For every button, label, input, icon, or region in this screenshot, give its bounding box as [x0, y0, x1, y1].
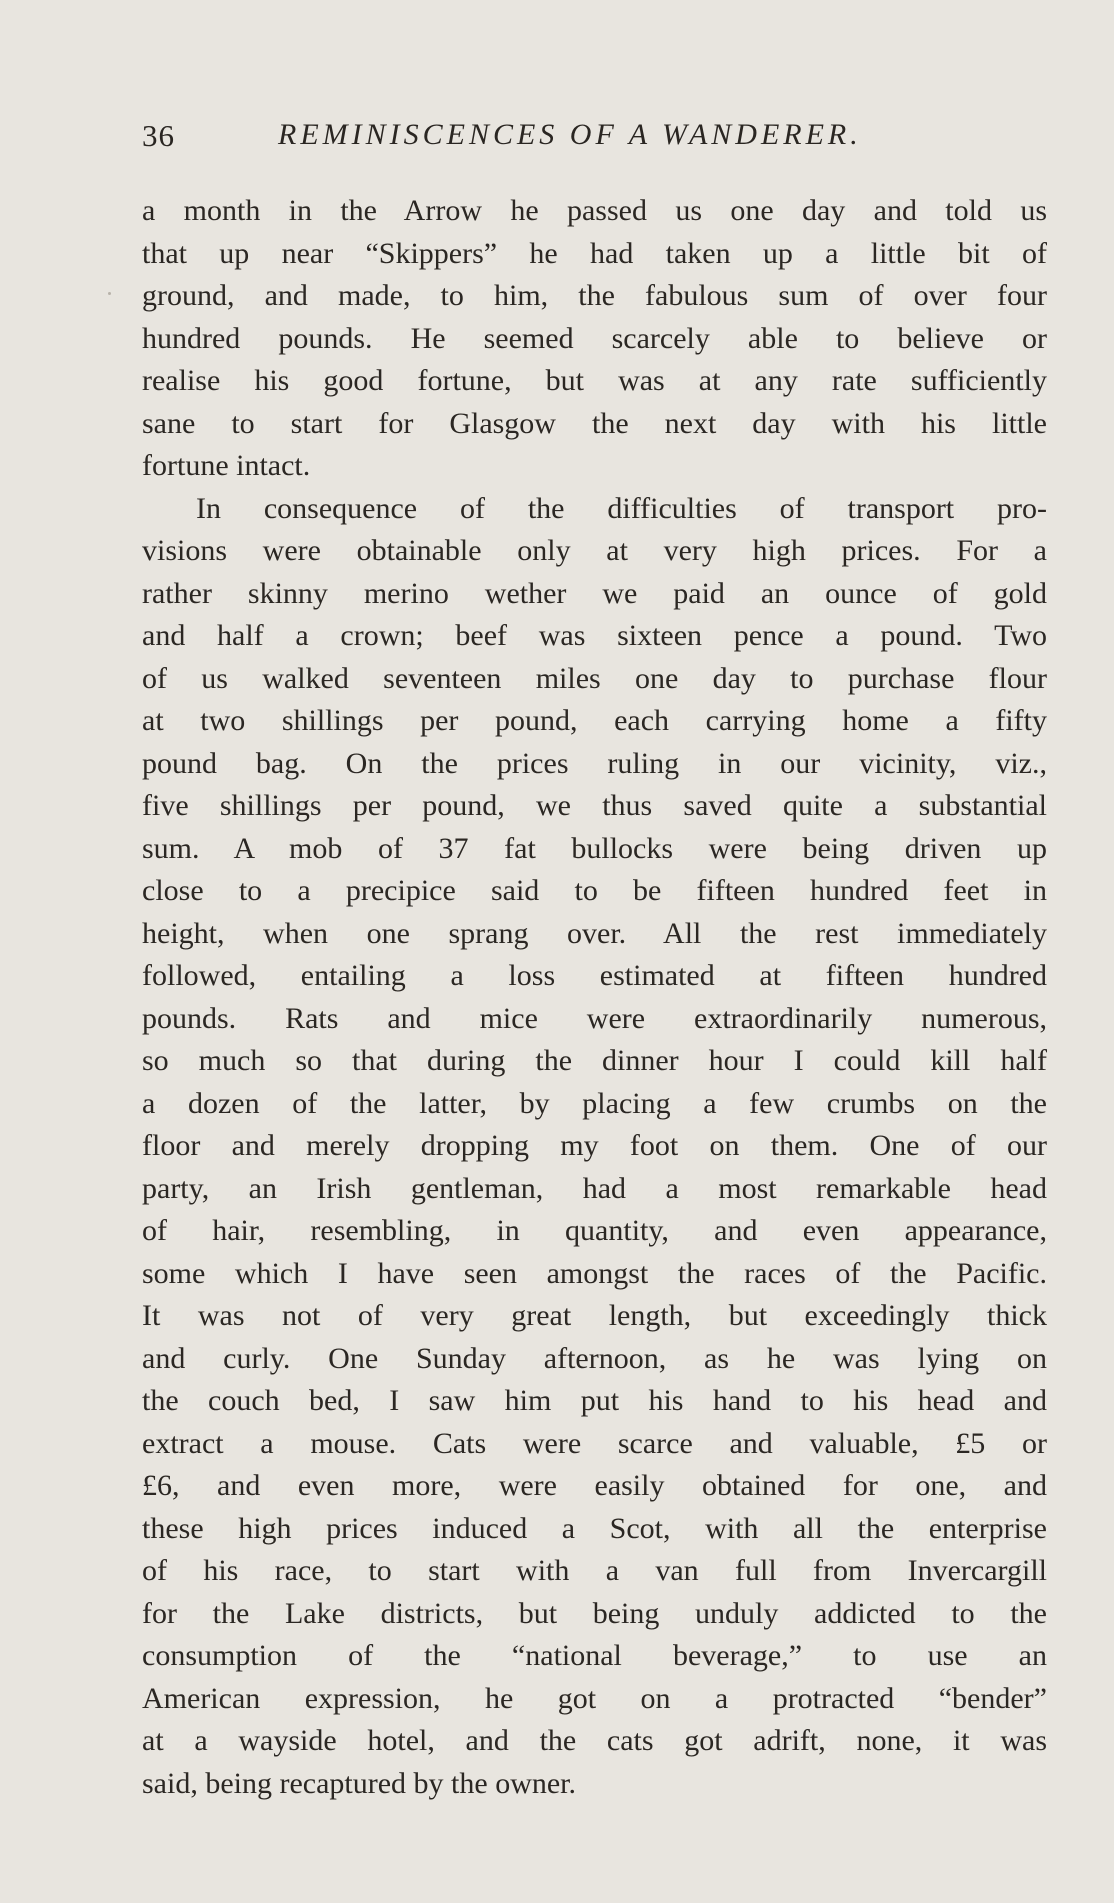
text-line: sane to start for Glasgow the next day with his little — [142, 406, 1047, 440]
text-line: five shillings per pound, we thus saved quite a substantial — [142, 789, 1047, 822]
text-line: fortune intact. — [142, 449, 311, 482]
text-line: pound bag. On the prices ruling in our vicinity, viz., — [142, 746, 1047, 780]
text-line: realise his good fortune, but was at any rate sufficiently — [142, 364, 1047, 397]
text-line: pounds. Rats and mice were extraordinarily numerous, — [142, 1001, 1047, 1035]
text-line: sum. A mob of 37 fat bullocks were being driven up — [142, 831, 1047, 865]
text-line: so much so that during the dinner hour I could kill half — [142, 1044, 1047, 1077]
text-line: ground, and made, to him, the fabulous sum of over four — [142, 279, 1047, 312]
text-line: the couch bed, I saw him put his hand to his head and — [142, 1384, 1047, 1417]
text-line: at a wayside hotel, and the cats got adrift, none, it was — [142, 1724, 1047, 1757]
page-header — [142, 118, 972, 158]
text-line: these high prices induced a Scot, with all the enterprise — [142, 1511, 1047, 1545]
text-line: and half a crown; beef was sixteen pence a pound. Two — [142, 619, 1047, 652]
text-line: American expression, he got on a protracted “bender” — [142, 1681, 1047, 1715]
text-line: for the Lake districts, but being unduly addicted to the — [142, 1596, 1047, 1630]
text-line: floor and merely dropping my foot on them. One of our — [142, 1129, 1047, 1162]
text-line: £6, and even more, were easily obtained for one, and — [142, 1469, 1047, 1502]
text-line: extract a mouse. Cats were scarce and valuable, £5 or — [142, 1426, 1047, 1460]
text-line-paragraph-start: In consequence of the difficulties of transport pro- — [196, 491, 1047, 525]
text-line: said, being recaptured by the owner. — [142, 1766, 577, 1800]
text-line: of hair, resembling, in quantity, and even appearance, — [142, 1214, 1047, 1247]
text-line: of his race, to start with a van full from Invercargill — [142, 1554, 1047, 1587]
text-line: It was not of very great length, but exceedingly thick — [142, 1299, 1047, 1332]
text-line: and curly. One Sunday afternoon, as he was lying on — [142, 1341, 1047, 1375]
text-line: a dozen of the latter, by placing a few crumbs on the — [142, 1086, 1047, 1120]
text-line: a month in the Arrow he passed us one day and told us — [142, 194, 1047, 227]
text-line: visions were obtainable only at very high prices. For a — [142, 534, 1047, 567]
paper-speck — [108, 292, 111, 295]
body-text — [142, 190, 1047, 1805]
text-line: consumption of the “national beverage,” to use an — [142, 1639, 1047, 1672]
text-line: of us walked seventeen miles one day to purchase flour — [142, 661, 1047, 695]
text-line: that up near “Skippers” he had taken up a little bit of — [142, 236, 1047, 270]
text-line: followed, entailing a loss estimated at fifteen hundred — [142, 959, 1047, 992]
text-line: some which I have seen amongst the races of the Pacific. — [142, 1256, 1047, 1290]
running-title: REMINISCENCES OF A WANDERER. — [278, 118, 862, 151]
text-line: party, an Irish gentleman, had a most remarkable head — [142, 1171, 1047, 1205]
text-line: at two shillings per pound, each carrying home a fifty — [142, 704, 1047, 737]
text-line: hundred pounds. He seemed scarcely able to believe or — [142, 321, 1047, 355]
text-line: rather skinny merino wether we paid an ounce of gold — [142, 576, 1047, 610]
text-line: close to a precipice said to be fifteen hundred feet in — [142, 874, 1047, 907]
text-line: height, when one sprang over. All the rest immediately — [142, 916, 1047, 950]
page-number: 36 — [142, 118, 175, 153]
